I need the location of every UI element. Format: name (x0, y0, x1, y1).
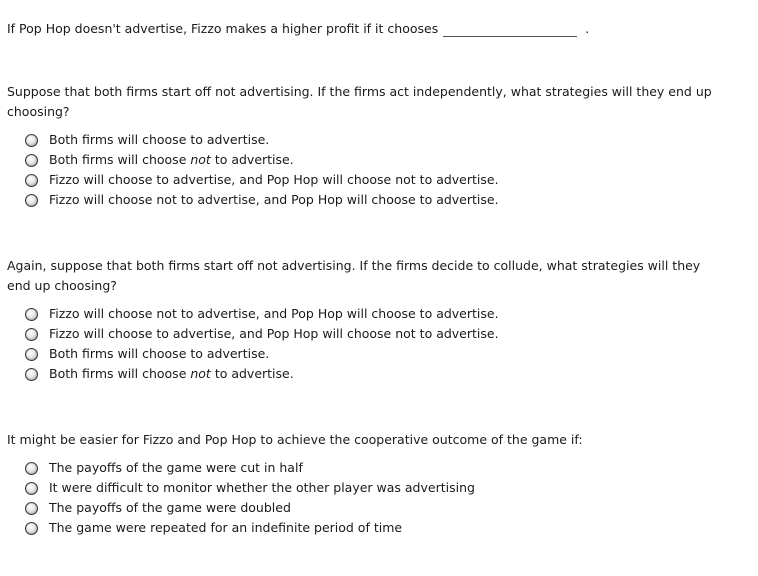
radio-button[interactable] (25, 174, 38, 187)
q4-option-3[interactable]: The payoffs of the game were doubled (7, 498, 727, 518)
q2-option-1[interactable]: Both firms will choose to advertise. (7, 130, 727, 150)
radio-button[interactable] (25, 482, 38, 495)
radio-button[interactable] (25, 522, 38, 535)
question-1-period: . (585, 21, 590, 36)
radio-button[interactable] (25, 348, 38, 361)
radio-button[interactable] (25, 308, 38, 321)
q3-option-2[interactable]: Fizzo will choose to advertise, and Pop Hop will choose not to advertise. (7, 324, 727, 344)
question-4-prompt: It might be easier for Fizzo and Pop Hop to achieve the cooperative outcome of the game if: (7, 432, 583, 447)
radio-button[interactable] (25, 368, 38, 381)
question-2-options (7, 130, 727, 210)
question-1 (7, 20, 589, 37)
q2-option-3[interactable]: Fizzo will choose to advertise, and Pop Hop will choose not to advertise. (7, 170, 727, 190)
question-2 (7, 82, 727, 210)
q3-option-3[interactable]: Both firms will choose to advertise. (7, 344, 727, 364)
radio-button[interactable] (25, 462, 38, 475)
radio-button[interactable] (25, 328, 38, 341)
question-2-prompt: Suppose that both firms start off not advertising. If the firms act independently, what strategies will they end up choosing? (7, 84, 712, 119)
question-4 (7, 430, 727, 538)
q2-option-4[interactable]: Fizzo will choose not to advertise, and Pop Hop will choose to advertise. (7, 190, 727, 210)
q4-option-2[interactable]: It were difficult to monitor whether the other player was advertising (7, 478, 727, 498)
question-3 (7, 256, 727, 384)
radio-button[interactable] (25, 194, 38, 207)
answer-blank-dropdown[interactable] (443, 22, 577, 37)
radio-button[interactable] (25, 502, 38, 515)
q3-option-4[interactable]: Both firms will choose not to advertise. (7, 364, 727, 384)
q4-option-1[interactable]: The payoffs of the game were cut in half (7, 458, 727, 478)
question-3-prompt: Again, suppose that both firms start off not advertising. If the firms decide to collude, what strategies will they end up choosing? (7, 258, 701, 293)
question-3-options (7, 304, 727, 384)
q3-option-1[interactable]: Fizzo will choose not to advertise, and Pop Hop will choose to advertise. (7, 304, 727, 324)
radio-button[interactable] (25, 154, 38, 167)
q4-option-4[interactable]: The game were repeated for an indefinite period of time (7, 518, 727, 538)
question-1-text: If Pop Hop doesn't advertise, Fizzo makes a higher profit if it chooses (7, 21, 439, 36)
radio-button[interactable] (25, 134, 38, 147)
q2-option-2[interactable]: Both firms will choose not to advertise. (7, 150, 727, 170)
question-4-options (7, 458, 727, 538)
